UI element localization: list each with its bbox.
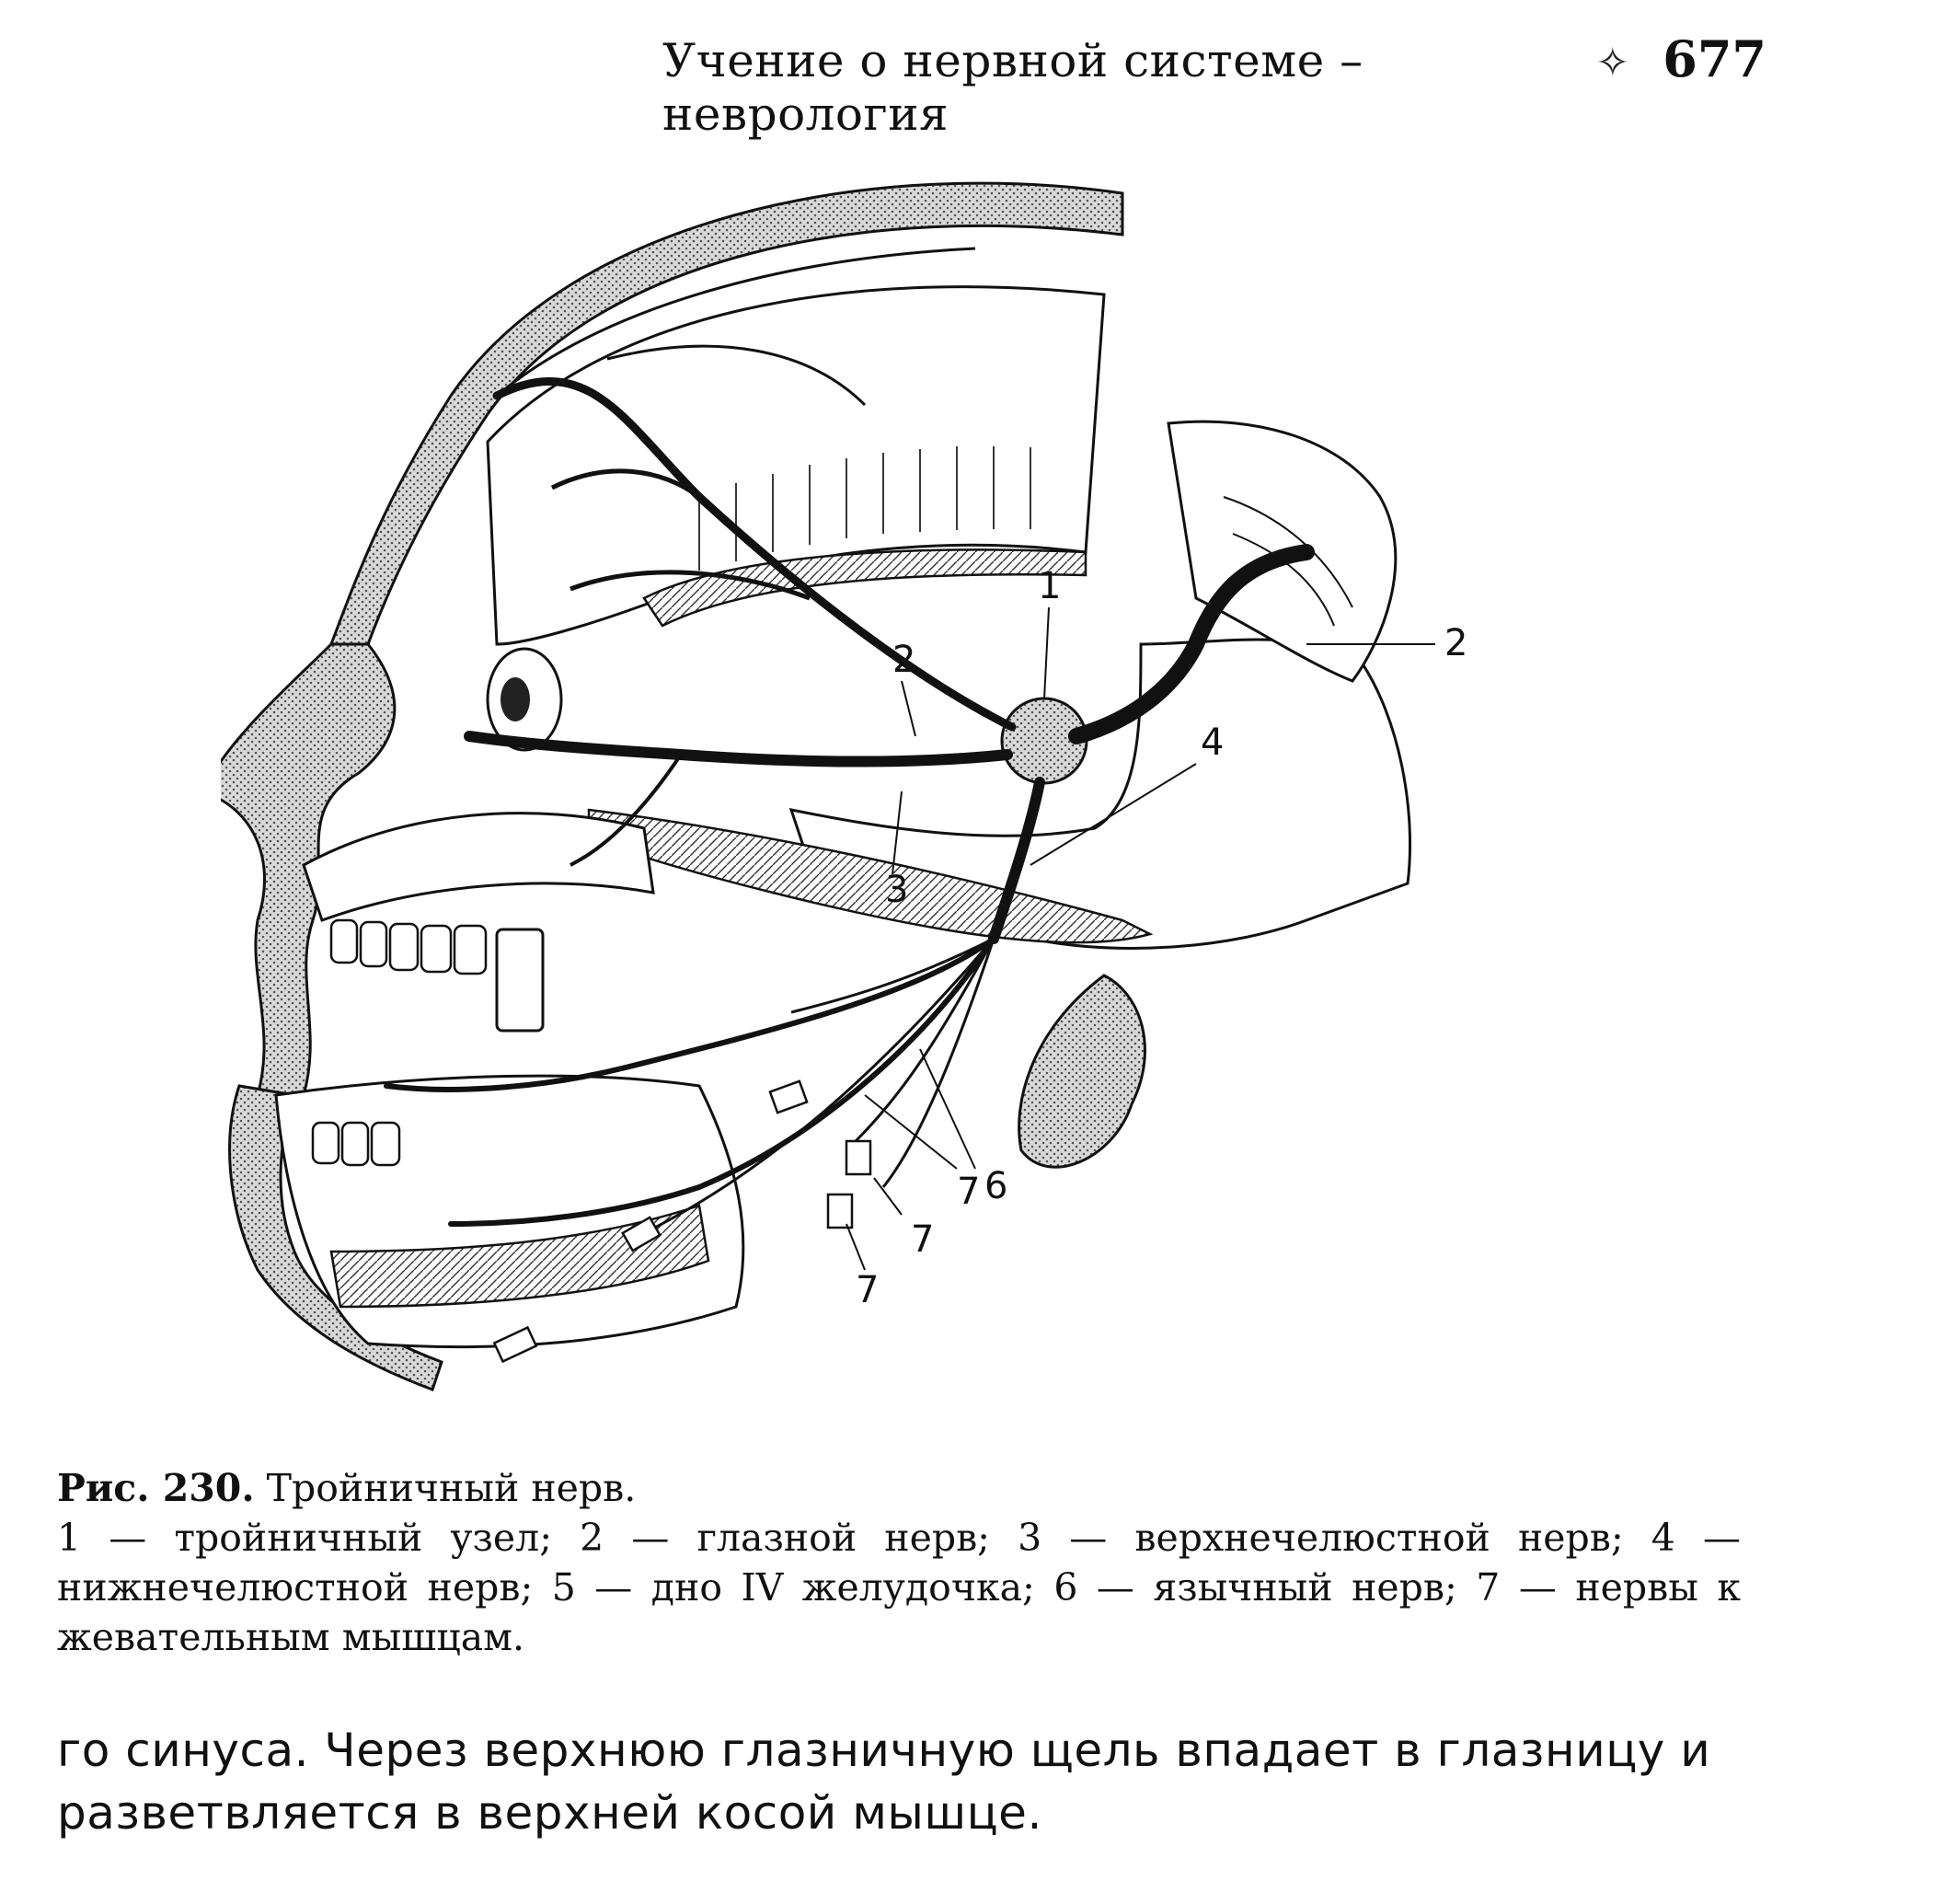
figure-label: 1: [1038, 565, 1062, 607]
lower-teeth: [313, 1123, 399, 1165]
figure-label: 7: [856, 1269, 880, 1311]
page-number: 677: [1663, 29, 1766, 88]
figure-label: 3: [885, 869, 909, 911]
running-head: [662, 29, 1766, 141]
buccal-clamp: [497, 929, 543, 1031]
maxillary-nerve: [469, 736, 1007, 762]
maxilla: [304, 814, 653, 920]
figure-label: 2: [892, 639, 916, 681]
figure-caption: [57, 1463, 1741, 1662]
masticatory-branch-c: [883, 939, 994, 1187]
figure-label: 6: [984, 1165, 1008, 1207]
trigeminal-nerve-illustration: [221, 166, 1582, 1436]
paragraph-text: го синуса. Через верхнюю глазничную щель впадает в глазницу и разветвляется в верхней косой мышце.: [57, 1724, 1711, 1840]
figure-title: Тройничный нерв.: [266, 1466, 637, 1510]
figure-label: 7: [911, 1218, 935, 1261]
parotid-gland: [1019, 975, 1145, 1167]
upper-teeth: [331, 920, 486, 974]
body-paragraph: [57, 1719, 1741, 1844]
running-title: Учение о нервной системе – неврология: [662, 34, 1363, 141]
figure-label: 2: [1444, 622, 1468, 664]
figure-label: 4: [1201, 721, 1225, 764]
ornament-icon: ✧: [1595, 40, 1630, 87]
masticatory-branch-a: [791, 939, 994, 1012]
figure-number: Рис. 230.: [57, 1466, 255, 1510]
figure-label: 7: [957, 1171, 981, 1213]
figure-legend: 1 — тройничный узел; 2 — глазной нерв; 3 — верхнечелюстной нерв; 4 — нижнечелюстной нерв; 5 — дно IV желудочка; 6 — язычный нерв; 7 — нервы к жевательным мышцам.: [57, 1516, 1741, 1659]
